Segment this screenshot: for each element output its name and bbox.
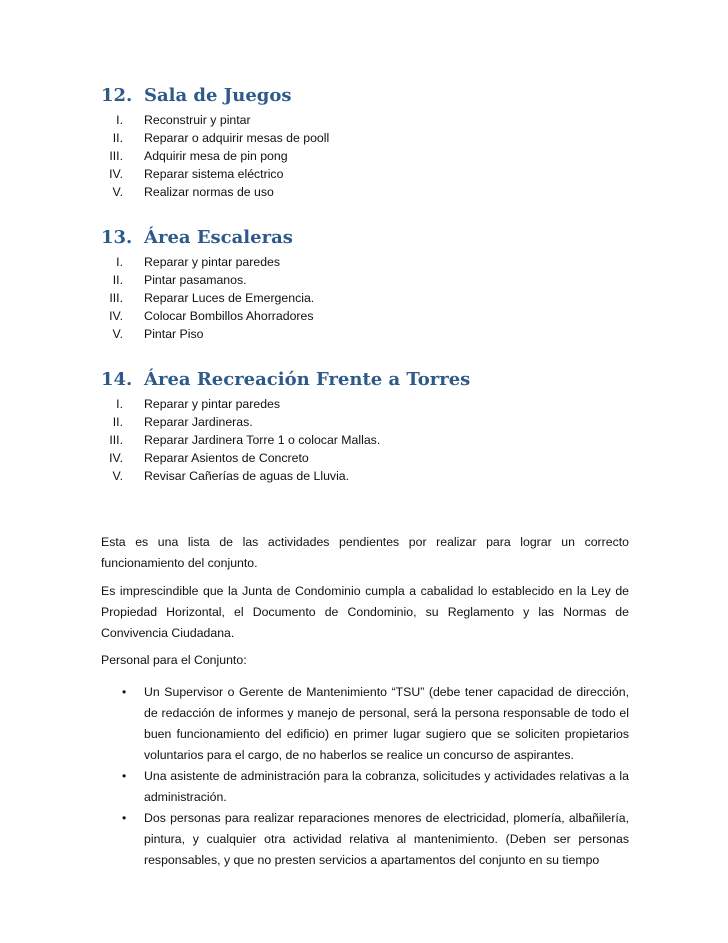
item-text: Reparar Asientos de Concreto [144,451,309,466]
section-title: Área Escaleras [144,227,293,248]
list-item [101,129,641,147]
section-number: 12. [101,85,133,106]
section-number: 14. [101,369,133,390]
list-item [101,307,641,325]
item-number: V. [112,185,123,200]
list-item [101,183,641,201]
item-number: II. [112,415,123,430]
paragraph-personal-heading: Personal para el Conjunto: [101,653,247,667]
section-title: Área Recreación Frente a Torres [144,369,471,390]
section-heading [101,369,641,391]
bullet-text: Un Supervisor o Gerente de Mantenimiento “TSU” (debe tener capacidad de dirección, de redacción de informes y manejo de personal, será la persona responsable de todo el buen funcionamiento del edificio) en primer lugar sugiero que se soliciten propietarios voluntarios para el cargo, de no haberlos se realice un concurso de aspirantes. [144,685,629,762]
item-number: II. [112,131,123,146]
task-list [101,111,641,201]
item-number: V. [112,327,123,342]
item-number: V. [112,469,123,484]
item-number: IV. [109,309,123,324]
paragraph-intro: Esta es una lista de las actividades pendientes por realizar para lograr un correcto funcionamiento del conjunto. [101,535,629,570]
item-text: Reparar y pintar paredes [144,397,281,411]
task-list [101,395,641,485]
bullet-icon: • [122,811,127,825]
list-item [101,289,641,307]
item-text: Adquirir mesa de pin pong [144,149,288,164]
section-number: 13. [101,227,133,248]
list-item [101,147,641,165]
list-item [101,395,641,413]
paragraph-legal: Es imprescindible que la Junta de Condominio cumpla a cabalidad lo establecido en la Ley de Propiedad Horizontal, el Documento de Condominio, su Reglamento y las Normas de Convivencia Ciudadana. [101,584,629,640]
item-number: III. [109,433,123,448]
list-item [101,253,641,271]
list-item [101,449,641,467]
section-title: Sala de Juegos [144,85,292,106]
section-sala-de-juegos [101,85,641,201]
list-item [101,325,641,343]
list-item [101,766,629,808]
bullet-icon: • [122,685,127,699]
item-text: Revisar Cañerías de aguas de Lluvia. [144,469,350,484]
list-item [101,271,641,289]
item-text: Pintar Piso [144,327,204,342]
task-list [101,253,641,343]
bullet-text: Una asistente de administración para la cobranza, solicitudes y actividades relativas a la administración. [144,769,629,804]
list-item [101,682,629,766]
bullet-icon: • [122,769,127,783]
section-area-recreacion [101,369,641,485]
item-number: I. [116,397,123,411]
list-item [101,111,641,129]
item-text: Realizar normas de uso [144,185,274,200]
list-item [101,431,641,449]
section-heading [101,85,641,107]
item-text: Pintar pasamanos. [144,273,247,288]
item-number: I. [116,255,123,269]
item-text: Reparar Jardinera Torre 1 o colocar Mallas. [144,433,381,448]
item-text: Reparar o adquirir mesas de pooll [144,131,330,146]
item-text: Reparar sistema eléctrico [144,167,284,182]
staff-bullet-list [101,682,629,871]
item-number: III. [109,149,123,164]
item-text: Reparar Luces de Emergencia. [144,291,315,306]
item-number: IV. [109,451,123,466]
list-item [101,413,641,431]
item-text: Reparar y pintar paredes [144,255,281,269]
list-item [101,808,629,871]
item-number: III. [109,291,123,306]
list-item [101,467,641,485]
list-item [101,165,641,183]
item-number: I. [116,113,123,127]
section-heading [101,227,641,249]
item-number: II. [112,273,123,288]
section-area-escaleras [101,227,641,343]
bullet-text: Dos personas para realizar reparaciones menores de electricidad, plomería, albañilería, pintura, y cualquier otra actividad relativa al mantenimiento. (Deben ser personas responsables, y que no presten servicios a apartamentos del conjunto en su tiempo [144,811,629,867]
item-number: IV. [109,167,123,182]
item-text: Reconstruir y pintar [144,113,251,127]
item-text: Reparar Jardineras. [144,415,253,430]
item-text: Colocar Bombillos Ahorradores [144,309,314,324]
